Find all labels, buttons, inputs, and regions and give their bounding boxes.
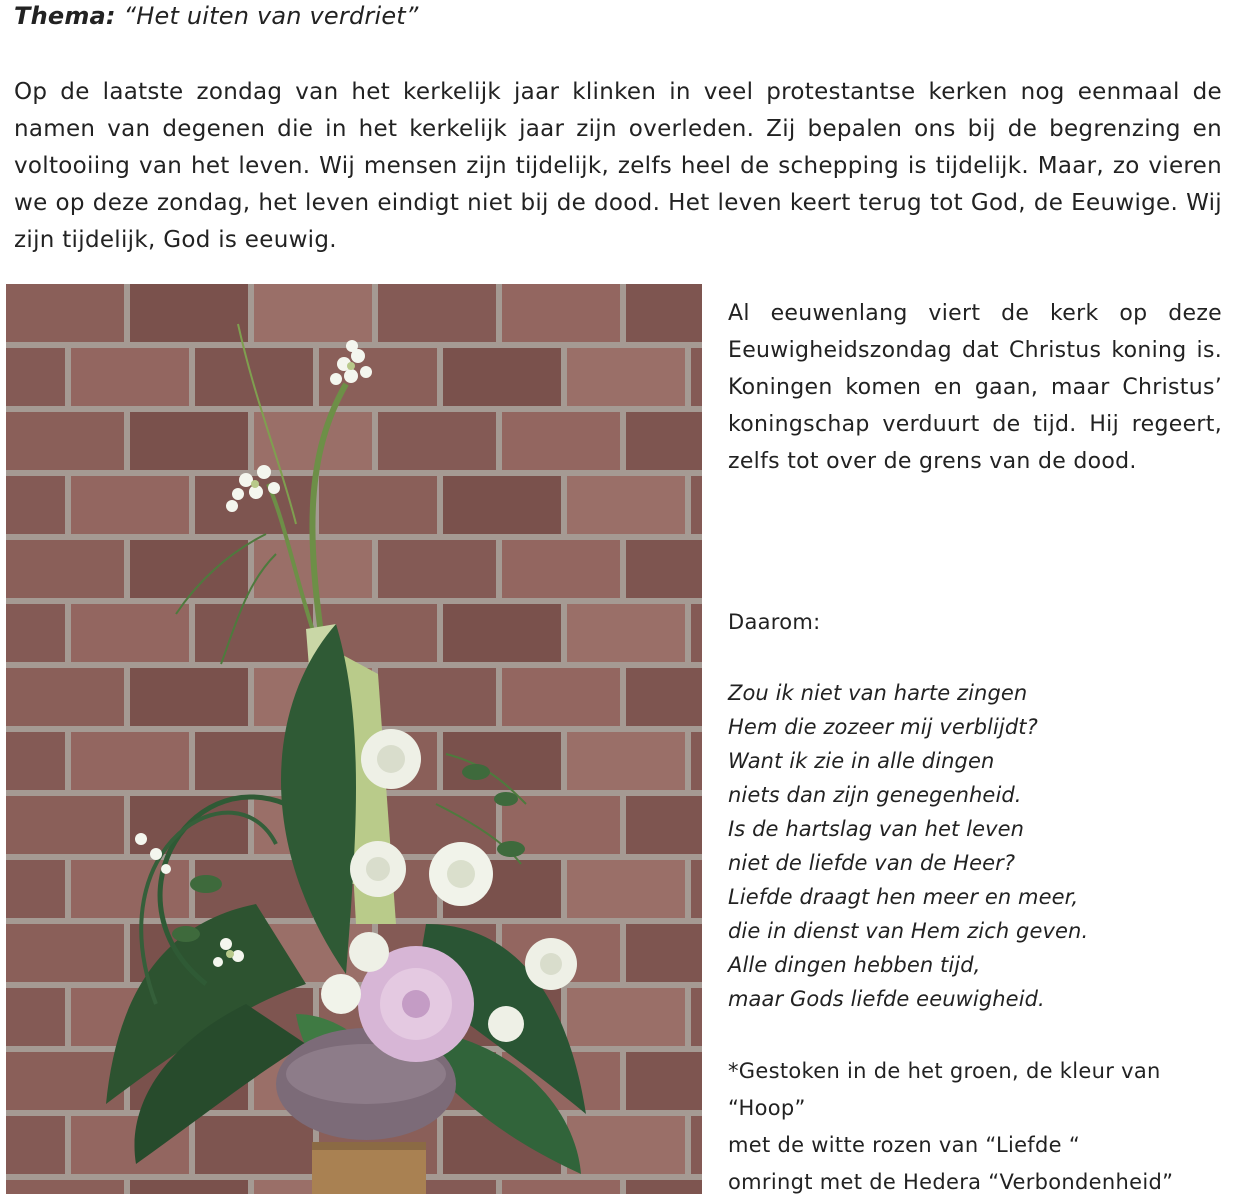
poem-line: Liefde draagt hen meer en meer, <box>728 885 1079 909</box>
note-line: met de witte rozen van “Liefde “ <box>728 1133 1080 1157</box>
poem-line: Alle dingen hebben tijd, <box>728 953 981 977</box>
poem-line: die in dienst van Hem zich geven. <box>728 919 1089 943</box>
poem-line: Is de hartslag van het leven <box>728 817 1025 841</box>
flower-arrangement-photo <box>6 284 702 1194</box>
note-line: “Hoop” <box>728 1096 806 1120</box>
note-line: *Gestoken in de het groen, de kleur van <box>728 1059 1161 1083</box>
page-title <box>14 2 419 30</box>
title-label: Thema: <box>14 2 116 30</box>
poem-line: Want ik zie in alle dingen <box>728 749 995 773</box>
poem-line: Hem die zozeer mij verblijdt? <box>728 715 1038 739</box>
title-quote: “Het uiten van verdriet” <box>123 2 419 30</box>
poem <box>728 676 1222 1016</box>
daarom-label: Daarom: <box>728 610 821 634</box>
poem-line: Zou ik niet van harte zingen <box>728 681 1028 705</box>
intro-paragraph: Op de laatste zondag van het kerkelijk jaar klinken in veel protestantse kerken nog eenmaal de namen van degenen die in het kerkelijk jaar zijn overleden. Zij bepalen ons bij de begrenzing en voltooiing van het leven. Wij mensen zijn tijdelijk, zelfs heel de schepping is tijdelijk. Maar, zo vieren we op deze zondag, het leven eindigt niet bij de dood. Het leven keert terug tot God, de Eeuwige. Wij zijn tijdelijk, God is eeuwig. <box>14 79 1222 253</box>
poem-line: niet de liefde van de Heer? <box>728 851 1016 875</box>
side-paragraph: Al eeuwenlang viert de kerk op deze Eeuwigheidszondag dat Christus koning is. Koningen komen en gaan, maar Christus’ koningschap verduurt de tijd. Hij regeert, zelfs tot over de grens van de dood. <box>728 301 1222 474</box>
note-line: omringt met de Hedera “Verbondenheid” <box>728 1170 1174 1194</box>
poem-line: maar Gods liefde eeuwigheid. <box>728 987 1045 1011</box>
poem-line: niets dan zijn genegenheid. <box>728 783 1022 807</box>
arrangement-note <box>728 1053 1222 1201</box>
